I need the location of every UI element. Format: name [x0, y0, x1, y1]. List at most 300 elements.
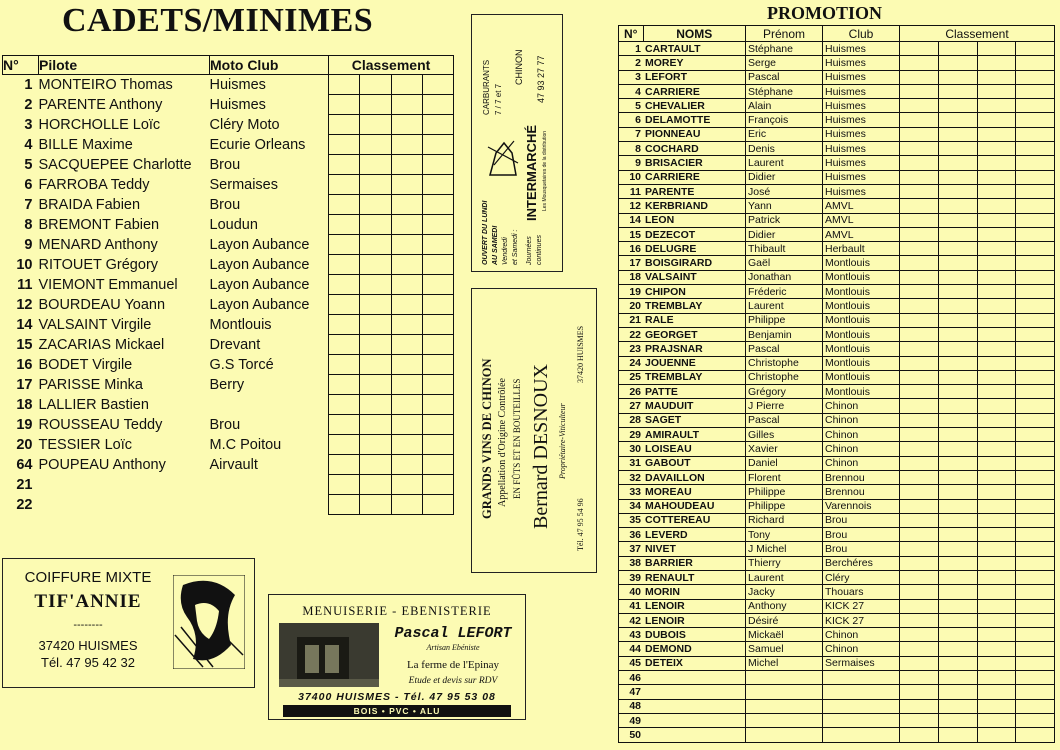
classement-cell[interactable]	[329, 435, 360, 455]
classement-cell[interactable]	[977, 499, 1016, 513]
classement-cell[interactable]	[938, 642, 977, 656]
classement-cell[interactable]	[938, 542, 977, 556]
classement-cell[interactable]	[900, 42, 939, 56]
row-number: 1	[619, 42, 644, 56]
classement-cell[interactable]	[938, 413, 977, 427]
classement-cell[interactable]	[422, 455, 453, 475]
classement-cell[interactable]	[360, 455, 391, 475]
classement-cell[interactable]	[977, 385, 1016, 399]
classement-cell[interactable]	[900, 513, 939, 527]
classement-cell[interactable]	[391, 455, 422, 475]
classement-cell[interactable]	[360, 415, 391, 435]
classement-cell[interactable]	[977, 342, 1016, 356]
classement-cell[interactable]	[1016, 70, 1055, 84]
classement-cell[interactable]	[938, 270, 977, 284]
classement-cell[interactable]	[391, 295, 422, 315]
rider-firstname	[746, 713, 823, 727]
classement-cell[interactable]	[1016, 556, 1055, 570]
classement-cell[interactable]	[977, 70, 1016, 84]
classement-cell[interactable]	[900, 728, 939, 742]
classement-cell[interactable]	[422, 155, 453, 175]
classement-cell[interactable]	[900, 184, 939, 198]
classement-cell[interactable]	[938, 327, 977, 341]
classement-cell[interactable]	[977, 556, 1016, 570]
classement-cell[interactable]	[938, 399, 977, 413]
classement-cell[interactable]	[900, 485, 939, 499]
classement-cell[interactable]	[329, 115, 360, 135]
classement-cell[interactable]	[422, 335, 453, 355]
classement-cell[interactable]	[900, 399, 939, 413]
classement-cell[interactable]	[1016, 99, 1055, 113]
classement-cell[interactable]	[977, 213, 1016, 227]
classement-cell[interactable]	[391, 355, 422, 375]
classement-cell[interactable]	[360, 375, 391, 395]
classement-cell[interactable]	[977, 242, 1016, 256]
classement-cell[interactable]	[938, 285, 977, 299]
classement-cell[interactable]	[900, 656, 939, 670]
classement-cell[interactable]	[1016, 485, 1055, 499]
classement-cell[interactable]	[360, 355, 391, 375]
classement-cell[interactable]	[360, 435, 391, 455]
classement-cell[interactable]	[1016, 528, 1055, 542]
classement-cell[interactable]	[1016, 642, 1055, 656]
classement-cell[interactable]	[977, 327, 1016, 341]
classement-cell[interactable]	[977, 542, 1016, 556]
classement-cell[interactable]	[422, 495, 453, 515]
classement-cell[interactable]	[360, 195, 391, 215]
classement-cell[interactable]	[391, 335, 422, 355]
classement-cell[interactable]	[360, 135, 391, 155]
classement-cell[interactable]	[900, 428, 939, 442]
classement-cell[interactable]	[938, 528, 977, 542]
classement-cell[interactable]	[977, 256, 1016, 270]
classement-cell[interactable]	[900, 585, 939, 599]
classement-cell[interactable]	[900, 528, 939, 542]
classement-cell[interactable]	[977, 656, 1016, 670]
classement-cell[interactable]	[938, 385, 977, 399]
classement-cell[interactable]	[1016, 327, 1055, 341]
classement-cell[interactable]	[900, 285, 939, 299]
classement-cell[interactable]	[977, 671, 1016, 685]
classement-cell[interactable]	[938, 142, 977, 156]
classement-cell[interactable]	[422, 215, 453, 235]
classement-cell[interactable]	[900, 313, 939, 327]
classement-cell[interactable]	[391, 495, 422, 515]
classement-cell[interactable]	[900, 356, 939, 370]
classement-cell[interactable]	[900, 499, 939, 513]
classement-cell[interactable]	[360, 95, 391, 115]
classement-cell[interactable]	[977, 585, 1016, 599]
classement-cell[interactable]	[977, 156, 1016, 170]
classement-cell[interactable]	[938, 513, 977, 527]
classement-cell[interactable]	[900, 713, 939, 727]
classement-cell[interactable]	[900, 170, 939, 184]
pilot-name: MONTEIRO Thomas	[38, 76, 173, 93]
cadets-row	[3, 295, 454, 315]
classement-cell[interactable]	[391, 315, 422, 335]
classement-cell[interactable]	[422, 415, 453, 435]
classement-cell[interactable]	[977, 428, 1016, 442]
classement-cell[interactable]	[422, 95, 453, 115]
classement-cell[interactable]	[900, 199, 939, 213]
classement-cell[interactable]	[329, 275, 360, 295]
classement-cell[interactable]	[1016, 442, 1055, 456]
classement-cell[interactable]	[1016, 299, 1055, 313]
classement-cell[interactable]	[1016, 385, 1055, 399]
classement-cell[interactable]	[938, 428, 977, 442]
classement-cell[interactable]	[391, 275, 422, 295]
classement-cell[interactable]	[329, 195, 360, 215]
classement-cell[interactable]	[977, 413, 1016, 427]
classement-cell[interactable]	[938, 671, 977, 685]
classement-cell[interactable]	[1016, 428, 1055, 442]
classement-cell[interactable]	[329, 215, 360, 235]
classement-cell[interactable]	[900, 370, 939, 384]
classement-cell[interactable]	[391, 75, 422, 95]
moto-club: Layon Aubance	[209, 276, 310, 293]
classement-cell[interactable]	[938, 56, 977, 70]
classement-cell[interactable]	[360, 75, 391, 95]
classement-cell[interactable]	[938, 356, 977, 370]
classement-cell[interactable]	[938, 656, 977, 670]
classement-cell[interactable]	[900, 299, 939, 313]
classement-cell[interactable]	[977, 699, 1016, 713]
classement-cell[interactable]	[422, 175, 453, 195]
classement-cell[interactable]	[977, 470, 1016, 484]
classement-cell[interactable]	[938, 99, 977, 113]
classement-cell[interactable]	[900, 556, 939, 570]
classement-cell[interactable]	[1016, 113, 1055, 127]
classement-cell[interactable]	[977, 84, 1016, 98]
classement-cell[interactable]	[391, 235, 422, 255]
classement-cell[interactable]	[360, 175, 391, 195]
row-number: 17	[619, 256, 644, 270]
classement-cell[interactable]	[977, 270, 1016, 284]
classement-cell[interactable]	[938, 342, 977, 356]
classement-cell[interactable]	[900, 99, 939, 113]
classement-cell[interactable]	[329, 295, 360, 315]
classement-cell[interactable]	[329, 355, 360, 375]
classement-cell[interactable]	[391, 135, 422, 155]
classement-cell[interactable]	[1016, 142, 1055, 156]
classement-cell[interactable]	[938, 227, 977, 241]
classement-cell[interactable]	[977, 184, 1016, 198]
classement-cell[interactable]	[938, 84, 977, 98]
classement-cell[interactable]	[938, 242, 977, 256]
classement-cell[interactable]	[900, 542, 939, 556]
classement-cell[interactable]	[977, 456, 1016, 470]
classement-cell[interactable]	[329, 75, 360, 95]
classement-cell[interactable]	[1016, 156, 1055, 170]
classement-cell[interactable]	[900, 570, 939, 584]
lefort-name: Pascal LEFORT	[394, 625, 512, 642]
classement-cell[interactable]	[900, 442, 939, 456]
classement-cell[interactable]	[329, 95, 360, 115]
classement-cell[interactable]	[977, 356, 1016, 370]
classement-cell[interactable]	[1016, 413, 1055, 427]
classement-cell[interactable]	[1016, 542, 1055, 556]
classement-cell[interactable]	[329, 175, 360, 195]
classement-cell[interactable]	[977, 713, 1016, 727]
classement-cell[interactable]	[1016, 285, 1055, 299]
classement-cell[interactable]	[1016, 685, 1055, 699]
classement-cell[interactable]	[900, 127, 939, 141]
classement-cell[interactable]	[360, 255, 391, 275]
classement-cell[interactable]	[938, 728, 977, 742]
classement-cell[interactable]	[1016, 170, 1055, 184]
classement-cell[interactable]	[900, 142, 939, 156]
classement-cell[interactable]	[977, 227, 1016, 241]
classement-cell[interactable]	[1016, 470, 1055, 484]
classement-cell[interactable]	[977, 56, 1016, 70]
classement-cell[interactable]	[977, 599, 1016, 613]
classement-cell[interactable]	[900, 628, 939, 642]
classement-cell[interactable]	[1016, 671, 1055, 685]
classement-cell[interactable]	[1016, 270, 1055, 284]
row-number: 7	[619, 127, 644, 141]
classement-cell[interactable]	[900, 213, 939, 227]
classement-cell[interactable]	[900, 671, 939, 685]
classement-cell[interactable]	[1016, 242, 1055, 256]
classement-cell[interactable]	[938, 313, 977, 327]
classement-cell[interactable]	[329, 375, 360, 395]
classement-cell[interactable]	[360, 215, 391, 235]
classement-cell[interactable]	[422, 315, 453, 335]
classement-cell[interactable]	[1016, 628, 1055, 642]
classement-cell[interactable]	[900, 70, 939, 84]
intermarche-open-5: Journées	[526, 236, 533, 265]
classement-cell[interactable]	[391, 395, 422, 415]
classement-cell[interactable]	[977, 370, 1016, 384]
classement-cell[interactable]	[977, 42, 1016, 56]
classement-cell[interactable]	[938, 127, 977, 141]
classement-cell[interactable]	[938, 685, 977, 699]
classement-cell[interactable]	[900, 470, 939, 484]
classement-cell[interactable]	[360, 335, 391, 355]
classement-cell[interactable]	[900, 227, 939, 241]
classement-cell[interactable]	[1016, 399, 1055, 413]
classement-cell[interactable]	[977, 170, 1016, 184]
classement-cell[interactable]	[977, 99, 1016, 113]
classement-cell[interactable]	[938, 470, 977, 484]
classement-cell[interactable]	[938, 585, 977, 599]
classement-cell[interactable]	[900, 456, 939, 470]
classement-cell[interactable]	[938, 570, 977, 584]
classement-cell[interactable]	[900, 327, 939, 341]
intermarche-open-2: AU SAMEDI	[492, 225, 499, 265]
classement-cell[interactable]	[422, 375, 453, 395]
classement-cell[interactable]	[422, 475, 453, 495]
classement-cell[interactable]	[900, 599, 939, 613]
classement-cell[interactable]	[329, 395, 360, 415]
classement-cell[interactable]	[391, 155, 422, 175]
classement-cell[interactable]	[391, 415, 422, 435]
classement-cell[interactable]	[938, 199, 977, 213]
classement-cell[interactable]	[938, 156, 977, 170]
classement-cell[interactable]	[360, 115, 391, 135]
classement-cell[interactable]	[977, 528, 1016, 542]
classement-cell[interactable]	[422, 255, 453, 275]
classement-cell[interactable]	[329, 135, 360, 155]
classement-cell[interactable]	[900, 413, 939, 427]
rider-club: AMVL	[823, 213, 900, 227]
classement-cell[interactable]	[360, 155, 391, 175]
pilot-name: BREMONT Fabien	[38, 216, 160, 233]
classement-cell[interactable]	[1016, 127, 1055, 141]
classement-cell[interactable]	[938, 699, 977, 713]
classement-cell[interactable]	[938, 628, 977, 642]
classement-cell[interactable]	[977, 485, 1016, 499]
classement-cell[interactable]	[1016, 370, 1055, 384]
classement-cell[interactable]	[977, 299, 1016, 313]
classement-cell[interactable]	[938, 499, 977, 513]
classement-cell[interactable]	[938, 370, 977, 384]
classement-cell[interactable]	[422, 115, 453, 135]
classement-cell[interactable]	[938, 613, 977, 627]
classement-cell[interactable]	[977, 685, 1016, 699]
classement-cell[interactable]	[977, 642, 1016, 656]
classement-cell[interactable]	[422, 135, 453, 155]
classement-cell[interactable]	[938, 456, 977, 470]
classement-cell[interactable]	[977, 127, 1016, 141]
classement-cell[interactable]	[900, 270, 939, 284]
classement-cell[interactable]	[1016, 713, 1055, 727]
classement-cell[interactable]	[938, 184, 977, 198]
classement-cell[interactable]	[900, 642, 939, 656]
classement-cell[interactable]	[900, 685, 939, 699]
classement-cell[interactable]	[1016, 256, 1055, 270]
classement-cell[interactable]	[391, 115, 422, 135]
classement-cell[interactable]	[391, 435, 422, 455]
classement-cell[interactable]	[360, 235, 391, 255]
classement-cell[interactable]	[360, 315, 391, 335]
classement-cell[interactable]	[1016, 227, 1055, 241]
classement-cell[interactable]	[360, 495, 391, 515]
classement-cell[interactable]	[938, 70, 977, 84]
classement-cell[interactable]	[1016, 213, 1055, 227]
classement-cell[interactable]	[900, 242, 939, 256]
classement-cell[interactable]	[391, 215, 422, 235]
classement-cell[interactable]	[1016, 184, 1055, 198]
classement-cell[interactable]	[329, 255, 360, 275]
classement-cell[interactable]	[1016, 199, 1055, 213]
classement-cell[interactable]	[977, 142, 1016, 156]
rider-surname: DETEIX	[643, 656, 746, 670]
classement-cell[interactable]	[900, 699, 939, 713]
classement-cell[interactable]	[977, 613, 1016, 627]
classement-cell[interactable]	[360, 395, 391, 415]
classement-cell[interactable]	[391, 375, 422, 395]
classement-cell[interactable]	[900, 613, 939, 627]
classement-cell[interactable]	[938, 113, 977, 127]
classement-cell[interactable]	[938, 485, 977, 499]
classement-cell[interactable]	[1016, 342, 1055, 356]
classement-cell[interactable]	[391, 175, 422, 195]
classement-cell[interactable]	[938, 713, 977, 727]
classement-cell[interactable]	[1016, 356, 1055, 370]
classement-cell[interactable]	[900, 385, 939, 399]
classement-cell[interactable]	[977, 570, 1016, 584]
classement-cell[interactable]	[329, 475, 360, 495]
classement-cell[interactable]	[938, 170, 977, 184]
classement-cell[interactable]	[1016, 699, 1055, 713]
classement-cell[interactable]	[977, 442, 1016, 456]
classement-cell[interactable]	[938, 556, 977, 570]
classement-cell[interactable]	[1016, 599, 1055, 613]
classement-cell[interactable]	[360, 475, 391, 495]
classement-cell[interactable]	[329, 455, 360, 475]
classement-cell[interactable]	[360, 295, 391, 315]
classement-cell[interactable]	[329, 415, 360, 435]
classement-cell[interactable]	[977, 628, 1016, 642]
classement-cell[interactable]	[900, 256, 939, 270]
classement-cell[interactable]	[900, 156, 939, 170]
rider-firstname: Didier	[746, 170, 823, 184]
classement-cell[interactable]	[422, 435, 453, 455]
classement-cell[interactable]	[360, 275, 391, 295]
classement-cell[interactable]	[938, 256, 977, 270]
rider-firstname: Thibault	[746, 242, 823, 256]
classement-cell[interactable]	[977, 399, 1016, 413]
classement-cell[interactable]	[977, 199, 1016, 213]
classement-cell[interactable]	[1016, 456, 1055, 470]
classement-cell[interactable]	[900, 113, 939, 127]
classement-cell[interactable]	[900, 342, 939, 356]
classement-cell[interactable]	[1016, 585, 1055, 599]
classement-cell[interactable]	[1016, 56, 1055, 70]
classement-cell[interactable]	[391, 95, 422, 115]
classement-cell[interactable]	[329, 495, 360, 515]
classement-cell[interactable]	[1016, 513, 1055, 527]
classement-cell[interactable]	[1016, 728, 1055, 742]
classement-cell[interactable]	[977, 513, 1016, 527]
classement-cell[interactable]	[1016, 613, 1055, 627]
classement-cell[interactable]	[391, 255, 422, 275]
classement-cell[interactable]	[900, 56, 939, 70]
classement-cell[interactable]	[422, 295, 453, 315]
classement-cell[interactable]	[977, 728, 1016, 742]
classement-cell[interactable]	[938, 213, 977, 227]
classement-cell[interactable]	[1016, 313, 1055, 327]
classement-cell[interactable]	[1016, 499, 1055, 513]
classement-cell[interactable]	[900, 84, 939, 98]
classement-cell[interactable]	[938, 599, 977, 613]
classement-cell[interactable]	[422, 235, 453, 255]
classement-cell[interactable]	[422, 195, 453, 215]
classement-cell[interactable]	[977, 113, 1016, 127]
classement-cell[interactable]	[422, 355, 453, 375]
classement-cell[interactable]	[977, 313, 1016, 327]
classement-cell[interactable]	[422, 395, 453, 415]
classement-cell[interactable]	[977, 285, 1016, 299]
classement-cell[interactable]	[938, 299, 977, 313]
classement-cell[interactable]	[1016, 570, 1055, 584]
classement-cell[interactable]	[938, 442, 977, 456]
classement-cell[interactable]	[329, 335, 360, 355]
classement-cell[interactable]	[938, 42, 977, 56]
classement-cell[interactable]	[329, 315, 360, 335]
classement-cell[interactable]	[1016, 84, 1055, 98]
classement-cell[interactable]	[1016, 656, 1055, 670]
classement-cell[interactable]	[329, 155, 360, 175]
classement-cell[interactable]	[329, 235, 360, 255]
classement-cell[interactable]	[422, 75, 453, 95]
desnoux-address: 37420 HUISMES	[576, 325, 585, 383]
classement-cell[interactable]	[391, 475, 422, 495]
classement-cell[interactable]	[1016, 42, 1055, 56]
classement-cell[interactable]	[422, 275, 453, 295]
classement-cell[interactable]	[391, 195, 422, 215]
